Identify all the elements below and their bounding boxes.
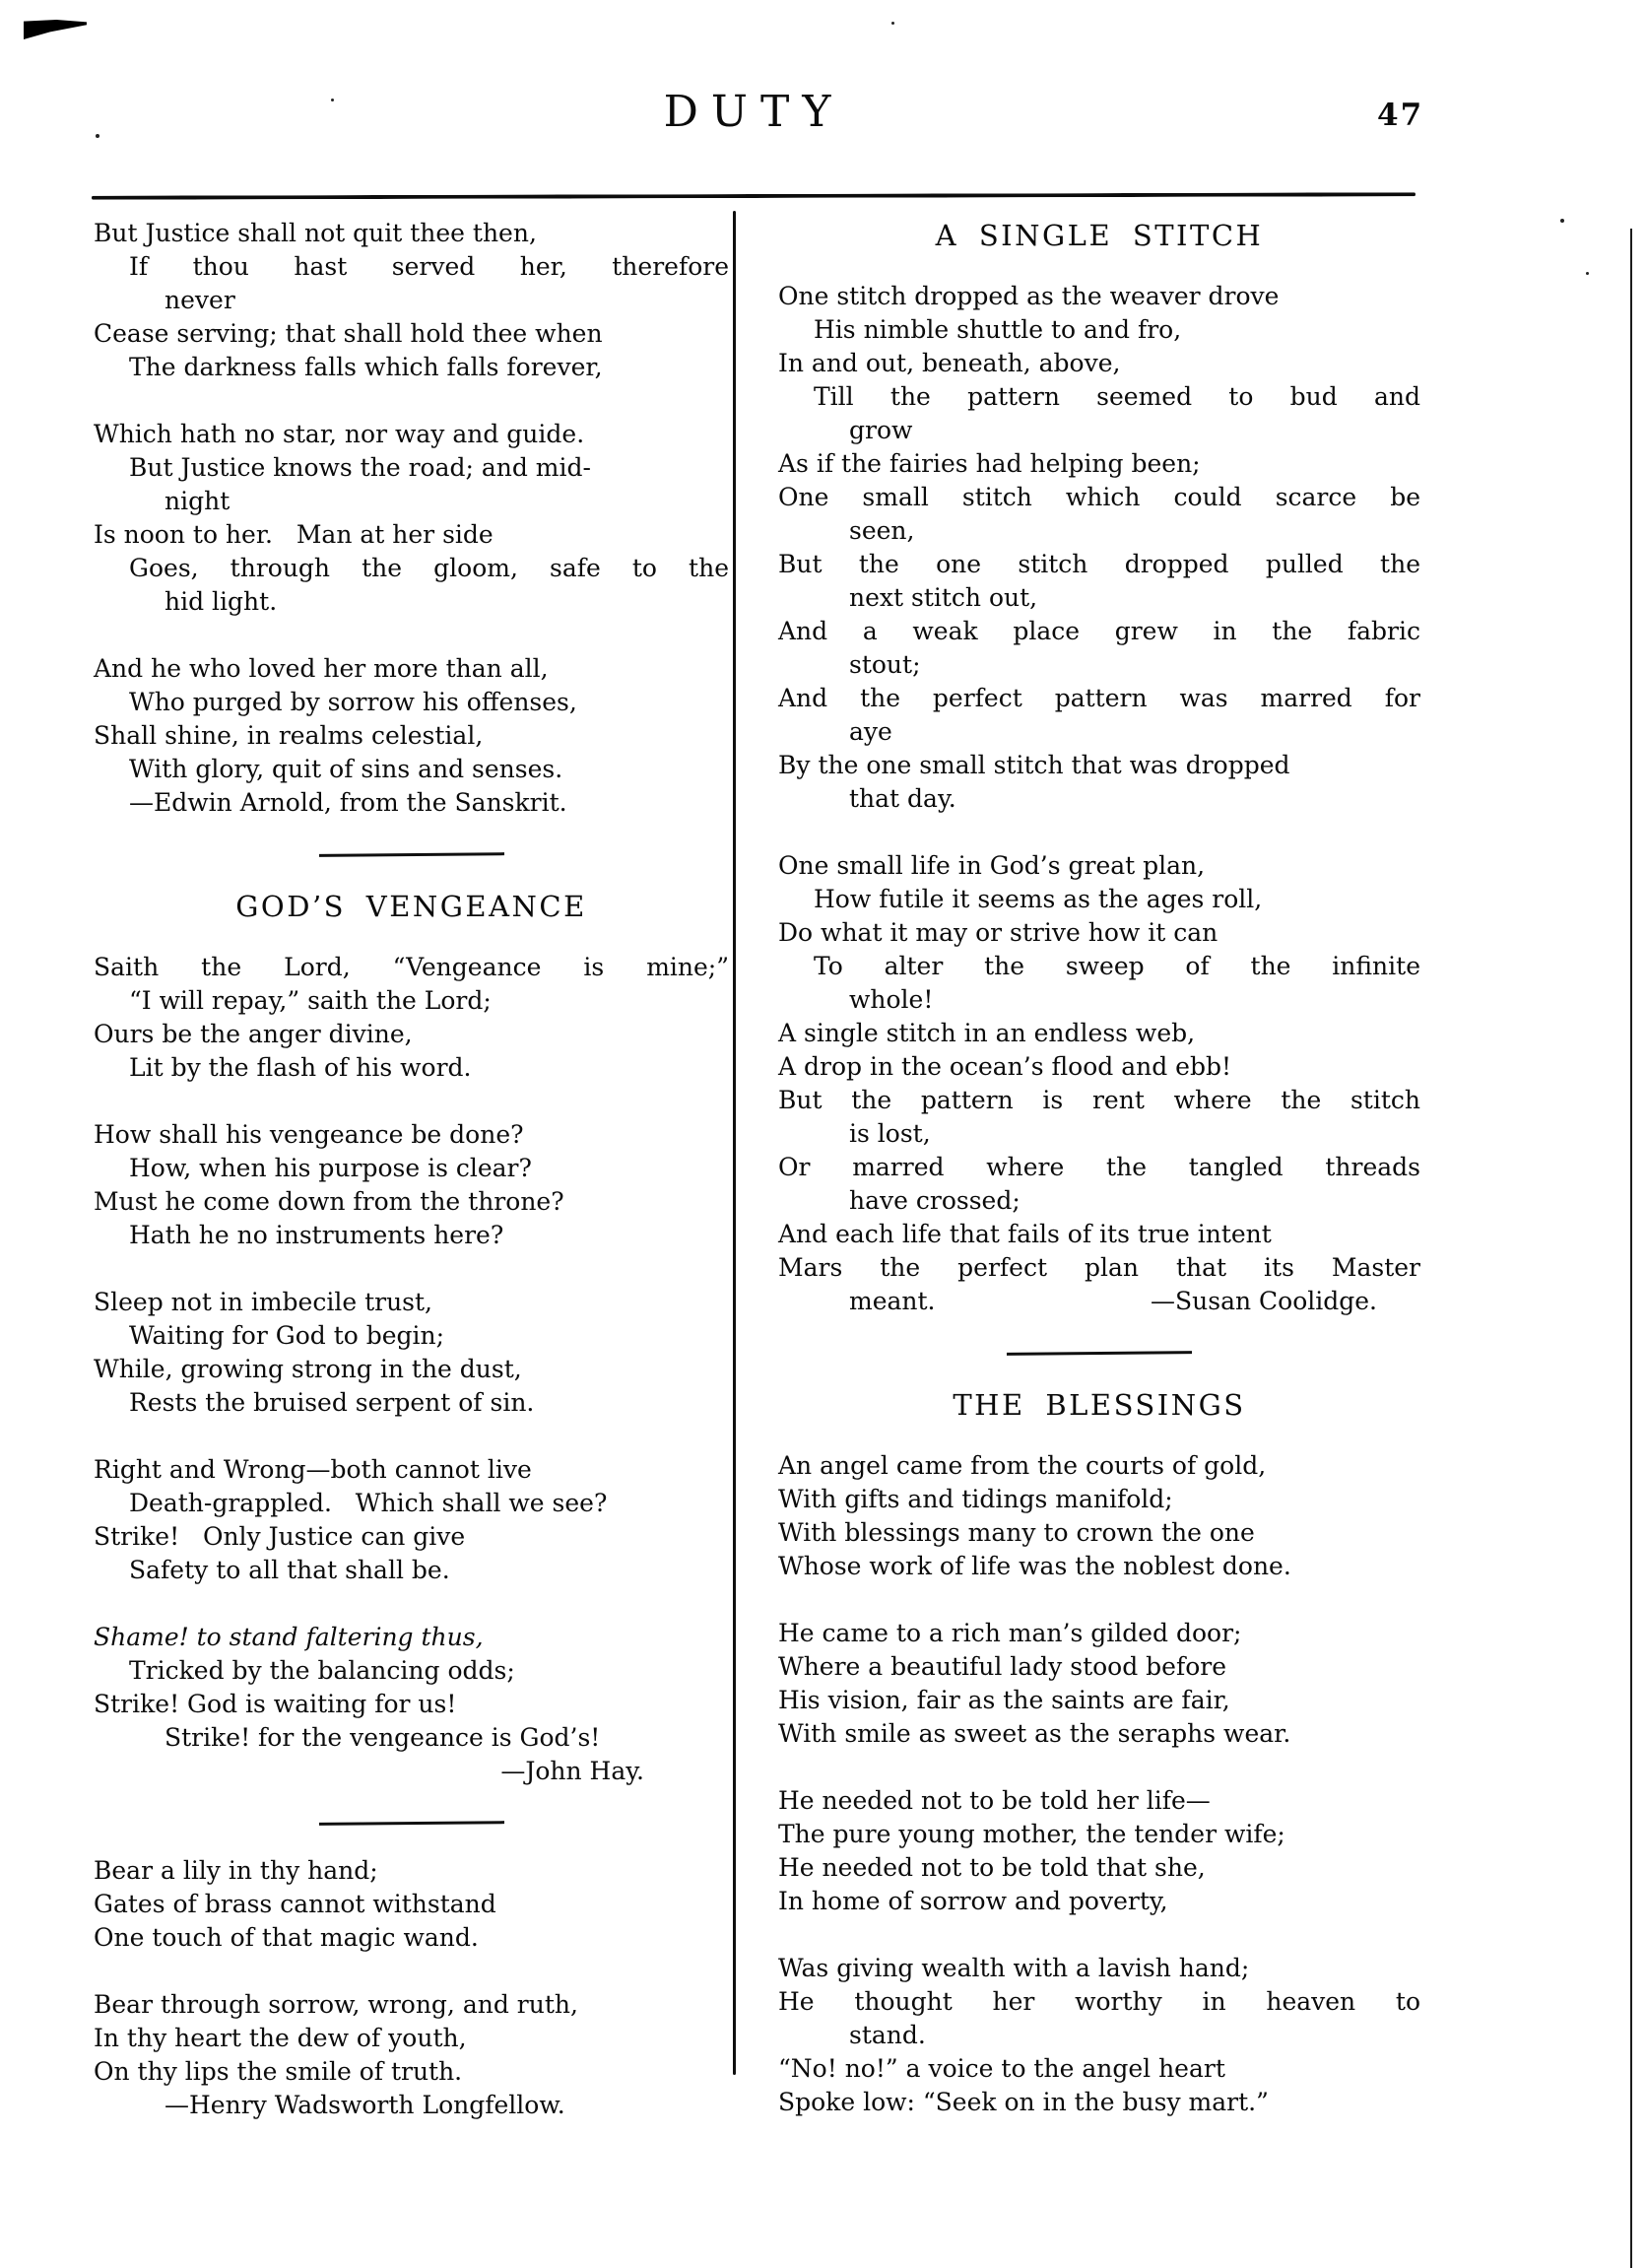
poem-line: “I will repay,” saith the Lord; [129, 986, 492, 1015]
poem-line: Which hath no star, nor way and guide. [94, 420, 585, 448]
poem-line: In home of sorrow and poverty, [778, 1887, 1168, 1915]
poem-title: GOD’S VENGEANCE [235, 890, 587, 923]
poem-line: next stitch out, [849, 583, 1038, 612]
poem-line: hid light. [165, 587, 278, 616]
poem-line: With blessings many to crown the one [778, 1518, 1255, 1547]
page-number: 47 [1377, 98, 1424, 133]
stanza [94, 1118, 729, 1252]
poem-line: Whose work of life was the noblest done. [778, 1552, 1291, 1580]
poem-line: Spoke low: “Seek on in the busy mart.” [778, 2088, 1269, 2116]
poem-line: With gifts and tidings manifold; [778, 1485, 1173, 1513]
poem-line: While, growing strong in the dust, [94, 1355, 522, 1383]
poem-line: One stitch dropped as the weaver drove [778, 282, 1280, 310]
poem-line: And a weak place grew in the fabric [778, 617, 1420, 645]
poem-line: On thy lips the smile of truth. [94, 2057, 463, 2086]
poem-line: But Justice shall not quit thee then, [94, 219, 537, 247]
attribution-line: —Edwin Arnold, from the Sanskrit. [129, 788, 567, 817]
poem-line: Or marred where the tangled threads [778, 1153, 1420, 1181]
poem-line: How, when his purpose is clear? [129, 1154, 532, 1182]
stanza [778, 1617, 1420, 1751]
poem-line: Waiting for God to begin; [129, 1321, 445, 1350]
poem-line: To alter the sweep of the infinite [814, 952, 1420, 980]
poem-line: Who purged by sorrow his offenses, [129, 688, 577, 716]
poem-line: Tricked by the balancing odds; [129, 1656, 515, 1685]
page-title: DUTY [663, 87, 844, 137]
poem-line: whole! [849, 985, 934, 1014]
stanza [94, 951, 729, 1085]
poem-line: His vision, fair as the saints are fair, [778, 1686, 1230, 1714]
poem-line: Was giving wealth with a lavish hand; [778, 1954, 1250, 1982]
poem-line: Till the pattern seemed to bud and [814, 382, 1420, 411]
poem-line: An angel came from the courts of gold, [778, 1451, 1267, 1480]
poem-line: Ours be the anger divine, [94, 1020, 413, 1048]
poem-line: But the pattern is rent where the stitch [778, 1086, 1420, 1114]
poem-line: One small life in God’s great plan, [778, 851, 1206, 880]
poem-line: And the perfect pattern was marred for [778, 684, 1420, 712]
stanza [778, 1449, 1420, 1583]
poem-line: His nimble shuttle to and fro, [814, 315, 1182, 344]
stanza [94, 1854, 729, 1955]
poem-title: A SINGLE STITCH [935, 219, 1264, 252]
stanza [778, 1784, 1420, 1918]
header-rule [92, 192, 1416, 200]
poem-line: Strike! Only Justice can give [94, 1522, 466, 1551]
poem-line: Strike! for the vengeance is God’s! [165, 1723, 601, 1752]
poem-title: THE BLESSINGS [953, 1388, 1246, 1422]
poem-line: And he who loved her more than all, [94, 654, 549, 683]
poem-line: Death-grappled. Which shall we see? [129, 1489, 608, 1517]
poem-line: And each life that fails of its true intent [778, 1220, 1272, 1248]
attribution-line: —John Hay. [500, 1757, 644, 1785]
poem-line: Sleep not in imbecile trust, [94, 1288, 433, 1316]
poem-line: With glory, quit of sins and senses. [129, 755, 563, 783]
poem-line [778, 1285, 1420, 1318]
poem-line: How shall his vengeance be done? [94, 1120, 524, 1149]
poem-line: have crossed; [849, 1186, 1021, 1215]
attribution-line: —Henry Wadsworth Longfellow. [165, 2091, 565, 2119]
poem-line: stand. [849, 2021, 926, 2049]
poem-line: Shame! to stand faltering thus, [94, 1623, 484, 1651]
poem-line: How futile it seems as the ages roll, [814, 885, 1263, 913]
section-divider [318, 852, 503, 857]
poem-line: Is noon to her. Man at her side [94, 520, 494, 549]
attribution-line: —Susan Coolidge. [1151, 1287, 1377, 1315]
poem-line: aye [849, 717, 892, 746]
scan-speck [1560, 219, 1564, 223]
section-divider [1007, 1351, 1192, 1356]
poem-line: One small stitch which could scarce be [778, 483, 1420, 511]
stanza [778, 280, 1420, 816]
right-column [778, 217, 1420, 2119]
poem-line: In and out, beneath, above, [778, 349, 1121, 377]
poem-line: He needed not to be told that she, [778, 1853, 1206, 1882]
poem-line: grow [849, 416, 913, 444]
poem-line: A single stitch in an endless web, [778, 1019, 1196, 1047]
poem-line: Bear through sorrow, wrong, and ruth, [94, 1990, 578, 2019]
poem-line: He thought her worthy in heaven to [778, 1987, 1420, 2016]
page-edge-line [1630, 229, 1632, 2268]
stanza [94, 652, 729, 820]
poem-line: stout; [849, 650, 921, 679]
poem-line: never [165, 286, 235, 314]
poem-line: Right and Wrong—both cannot live [94, 1455, 532, 1484]
stanza [94, 1453, 729, 1587]
poem-line: He came to a rich man’s gilded door; [778, 1619, 1242, 1647]
poem-line: The pure young mother, the tender wife; [778, 1820, 1285, 1848]
column-divider-rule [733, 211, 736, 2075]
poem-line: night [165, 487, 230, 515]
poem-line: In thy heart the dew of youth, [94, 2024, 467, 2052]
scan-corner-artifact [24, 20, 87, 39]
section-divider [318, 1821, 503, 1826]
poem-line: that day. [849, 784, 956, 813]
poem-line: seen, [849, 516, 915, 545]
poem-line: If thou hast served her, therefore [129, 252, 729, 281]
poem-line: Goes, through the gloom, safe to the [129, 554, 729, 582]
poem-line: But Justice knows the road; and mid- [129, 453, 591, 482]
poem-line: One touch of that magic wand. [94, 1923, 479, 1952]
poem-line: By the one small stitch that was dropped [778, 751, 1290, 779]
poem-line: But the one stitch dropped pulled the [778, 550, 1420, 578]
poem-line: is lost, [849, 1119, 931, 1148]
poem-line: Strike! God is waiting for us! [94, 1690, 457, 1718]
stanza [94, 1621, 729, 1788]
poem-line: With smile as sweet as the seraphs wear. [778, 1719, 1291, 1748]
poem-line: Saith the Lord, “Vengeance is mine;” [94, 953, 729, 981]
poem-line: Mars the perfect plan that its Master [778, 1253, 1420, 1282]
poem-line: Do what it may or strive how it can [778, 918, 1218, 947]
scan-speck [1586, 272, 1589, 275]
poem-line: “No! no!” a voice to the angel heart [778, 2054, 1225, 2083]
stanza [94, 217, 729, 384]
poem-line: The darkness falls which falls forever, [129, 353, 603, 381]
stanza [94, 1988, 729, 2122]
poem-line-fragment: meant. [849, 1287, 936, 1315]
poem-line: He needed not to be told her life— [778, 1786, 1211, 1815]
poem-line: Shall shine, in realms celestial, [94, 721, 484, 750]
poem-line: Rests the bruised serpent of sin. [129, 1388, 535, 1417]
poem-line: Where a beautiful lady stood before [778, 1652, 1227, 1681]
poem-line: Gates of brass cannot withstand [94, 1890, 496, 1918]
left-column [94, 217, 729, 2122]
poem-line: A drop in the ocean’s flood and ebb! [778, 1052, 1231, 1081]
poem-line: As if the fairies had helping been; [778, 449, 1201, 478]
stanza [778, 849, 1420, 1318]
poem-line: Lit by the flash of his word. [129, 1053, 472, 1082]
poem-line: Bear a lily in thy hand; [94, 1856, 378, 1885]
stanza [778, 1952, 1420, 2119]
poem-line: Hath he no instruments here? [129, 1221, 504, 1249]
scan-speck [891, 22, 894, 25]
poem-line: Safety to all that shall be. [129, 1556, 450, 1584]
poem-line: Must he come down from the throne? [94, 1187, 564, 1216]
stanza [94, 418, 729, 619]
stanza [94, 1286, 729, 1420]
poem-line: Cease serving; that shall hold thee when [94, 319, 603, 348]
